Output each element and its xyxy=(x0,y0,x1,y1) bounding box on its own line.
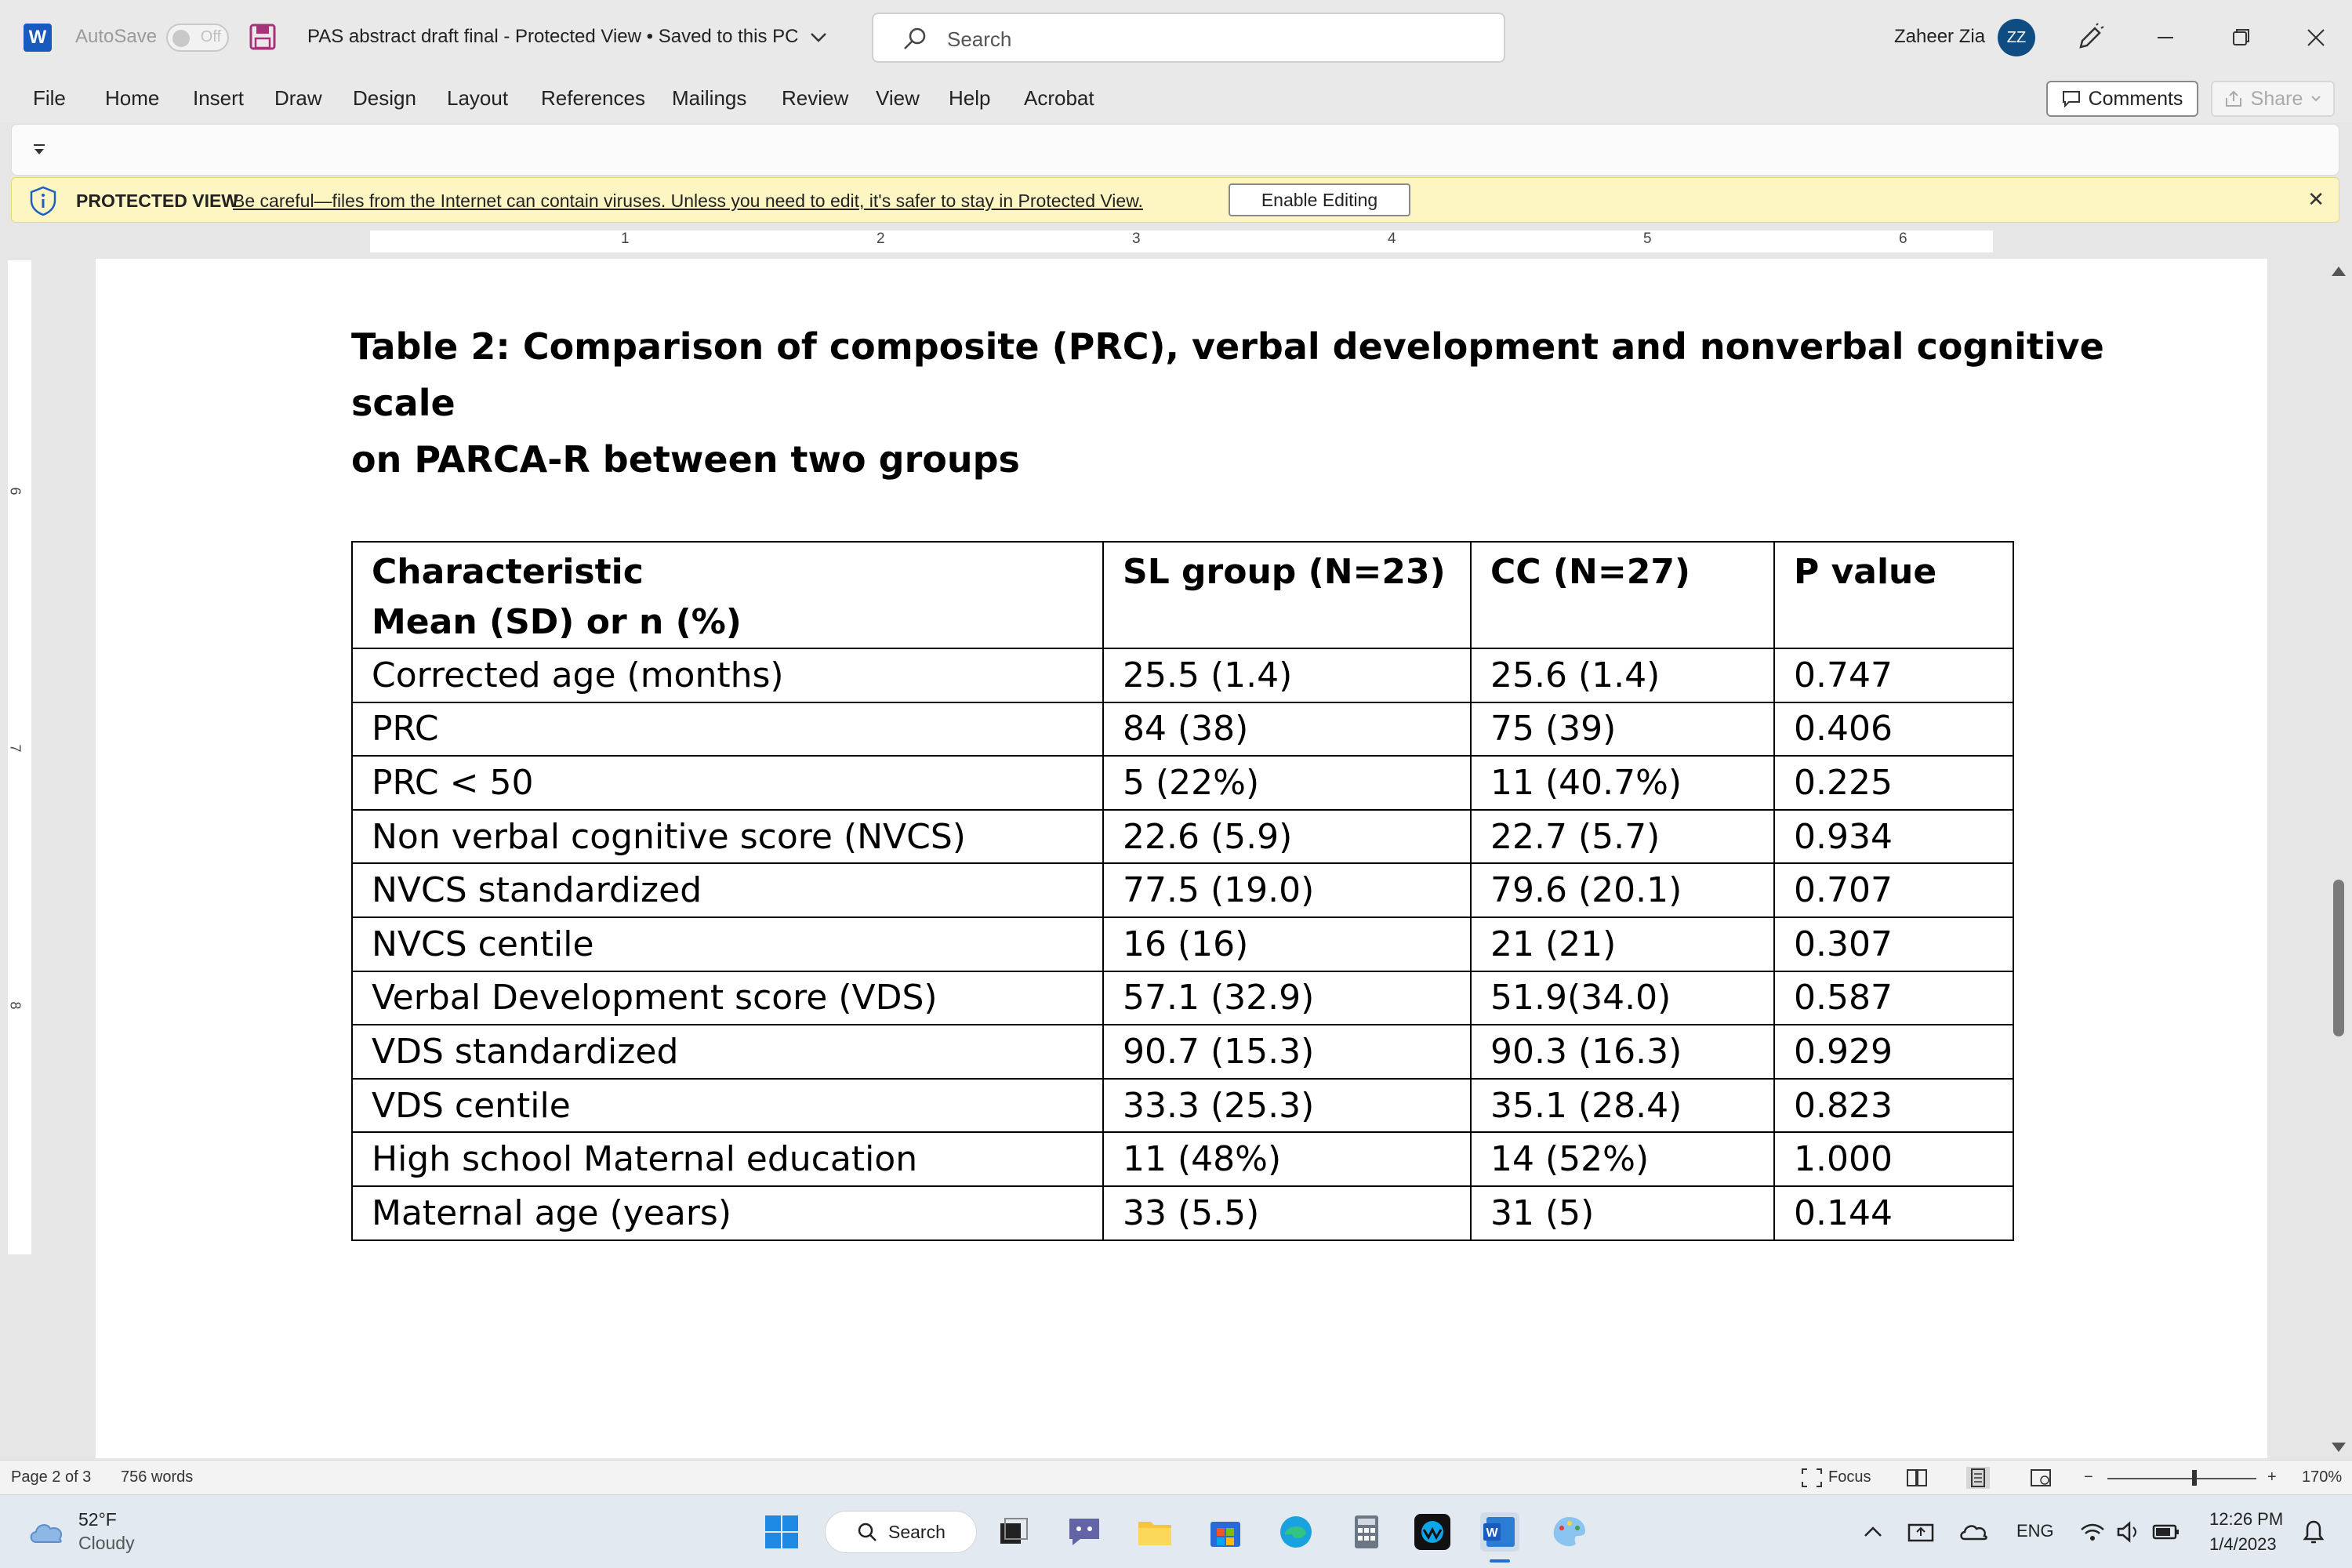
caption-line: on PARCA-R between two groups xyxy=(351,438,1020,481)
chevron-down-icon xyxy=(2310,95,2321,103)
ruler-number: 6 xyxy=(7,487,24,495)
ruler-number: 5 xyxy=(1643,230,1652,247)
table-row xyxy=(352,1025,2013,1079)
protected-view-bar xyxy=(11,177,2339,223)
microsoft-store-icon[interactable] xyxy=(1206,1512,1245,1552)
ruler-number: 8 xyxy=(7,1001,24,1010)
cell-characteristic: PRC xyxy=(352,702,1103,757)
table-row xyxy=(352,756,2013,810)
word-count[interactable]: 756 words xyxy=(121,1468,194,1486)
header-cc-group: CC (N=27) xyxy=(1471,542,1774,648)
chevron-down-icon xyxy=(810,32,827,43)
document-title[interactable] xyxy=(307,26,827,48)
teams-chat-icon[interactable] xyxy=(1065,1512,1104,1552)
cell-characteristic: Non verbal cognitive score (NVCS) xyxy=(352,810,1103,864)
comments-button[interactable] xyxy=(2046,81,2198,117)
clock-time[interactable]: 12:26 PM xyxy=(2209,1509,2284,1529)
cell-p-value: 0.707 xyxy=(1774,863,2013,917)
focus-icon[interactable] xyxy=(1800,1467,1824,1489)
cell-p-value: 0.225 xyxy=(1774,756,2013,810)
ruler-writing-area xyxy=(370,230,1993,252)
designer-pen-icon[interactable] xyxy=(2074,22,2106,53)
battery-icon[interactable] xyxy=(2151,1512,2181,1552)
table-header-row xyxy=(352,542,2013,648)
paint-icon[interactable] xyxy=(1549,1512,1588,1552)
cell-p-value: 0.406 xyxy=(1774,702,2013,757)
autosave-state: Off xyxy=(200,28,221,45)
search-placeholder: Search xyxy=(947,27,1012,51)
taskbar-search-label: Search xyxy=(888,1521,946,1542)
results-table xyxy=(351,541,2014,1241)
ruler-number: 3 xyxy=(1132,230,1141,247)
cell-sl-group: 25.5 (1.4) xyxy=(1103,648,1471,702)
table-row xyxy=(352,917,2013,971)
webex-icon[interactable] xyxy=(1413,1512,1452,1552)
cell-cc-group: 31 (5) xyxy=(1471,1186,1774,1240)
weather-temperature[interactable]: 52°F xyxy=(78,1509,117,1530)
ribbon-collapsed xyxy=(11,124,2339,176)
tab-home[interactable]: Home xyxy=(105,86,160,110)
header-p-value: P value xyxy=(1774,542,2013,648)
zoom-slider[interactable] xyxy=(2107,1478,2256,1479)
header-sl-group: SL group (N=23) xyxy=(1103,542,1471,648)
page-indicator[interactable]: Page 2 of 3 xyxy=(11,1468,92,1486)
minimize-icon[interactable] xyxy=(2150,22,2181,53)
chevron-up-icon[interactable] xyxy=(1861,1512,1885,1552)
word-taskbar-icon[interactable] xyxy=(1480,1512,1519,1552)
cell-cc-group: 11 (40.7%) xyxy=(1471,756,1774,810)
onedrive-icon[interactable] xyxy=(1958,1512,1990,1552)
cell-cc-group: 35.1 (28.4) xyxy=(1471,1079,1774,1133)
vertical-scrollbar[interactable] xyxy=(2324,260,2352,1458)
header-characteristic xyxy=(352,542,1103,648)
language-indicator[interactable]: ENG xyxy=(2016,1521,2054,1541)
cell-characteristic: Corrected age (months) xyxy=(352,648,1103,702)
tab-view[interactable]: View xyxy=(876,86,920,110)
share-label: Share xyxy=(2250,87,2303,110)
header-line: Characteristic xyxy=(372,552,644,592)
autosave-label: AutoSave xyxy=(75,26,158,47)
cell-cc-group: 79.6 (20.1) xyxy=(1471,863,1774,917)
quick-access-customize-icon[interactable] xyxy=(31,142,48,159)
tab-insert[interactable]: Insert xyxy=(193,86,245,110)
share-icon xyxy=(2224,90,2243,107)
cell-p-value: 0.823 xyxy=(1774,1079,2013,1133)
cell-characteristic: High school Maternal education xyxy=(352,1132,1103,1186)
cell-sl-group: 22.6 (5.9) xyxy=(1103,810,1471,864)
ruler-number: 7 xyxy=(7,744,24,753)
scroll-thumb[interactable] xyxy=(2333,880,2344,1036)
table-row xyxy=(352,1079,2013,1133)
table-row xyxy=(352,648,2013,702)
ruler-number: 2 xyxy=(877,230,885,247)
web-layout-icon[interactable] xyxy=(2029,1467,2053,1489)
tab-mailings[interactable]: Mailings xyxy=(672,86,747,110)
zoom-level[interactable]: 170% xyxy=(2302,1468,2343,1486)
notification-icon[interactable] xyxy=(2300,1512,2327,1552)
close-icon[interactable] xyxy=(2300,22,2332,53)
cell-p-value: 0.929 xyxy=(1774,1025,2013,1079)
enable-editing-button[interactable]: Enable Editing xyxy=(1229,183,1410,216)
header-line: Mean (SD) or n (%) xyxy=(372,602,742,642)
cell-cc-group: 14 (52%) xyxy=(1471,1132,1774,1186)
search-icon xyxy=(902,25,930,53)
cell-cc-group: 51.9(34.0) xyxy=(1471,971,1774,1025)
share-button[interactable] xyxy=(2211,81,2335,117)
cell-sl-group: 57.1 (32.9) xyxy=(1103,971,1471,1025)
search-input[interactable] xyxy=(872,13,1505,63)
close-bar-icon[interactable]: ✕ xyxy=(2307,187,2325,211)
cell-sl-group: 11 (48%) xyxy=(1103,1132,1471,1186)
search-icon xyxy=(857,1522,877,1542)
print-layout-icon[interactable] xyxy=(1966,1467,1990,1489)
vertical-ruler[interactable] xyxy=(8,260,31,1254)
cell-characteristic: NVCS standardized xyxy=(352,863,1103,917)
table-row xyxy=(352,702,2013,757)
zoom-in-button[interactable]: + xyxy=(2267,1468,2277,1486)
wifi-icon[interactable] xyxy=(2079,1512,2106,1552)
weather-description[interactable]: Cloudy xyxy=(78,1533,135,1553)
focus-label[interactable]: Focus xyxy=(1828,1468,1871,1486)
cell-characteristic: Verbal Development score (VDS) xyxy=(352,971,1103,1025)
tab-draw[interactable]: Draw xyxy=(274,86,322,110)
cell-sl-group: 33.3 (25.3) xyxy=(1103,1079,1471,1133)
scroll-up-icon[interactable] xyxy=(2332,267,2346,276)
zoom-out-button[interactable]: − xyxy=(2084,1468,2093,1486)
table-row xyxy=(352,810,2013,864)
cell-sl-group: 90.7 (15.3) xyxy=(1103,1025,1471,1079)
cell-p-value: 1.000 xyxy=(1774,1132,2013,1186)
cell-cc-group: 22.7 (5.7) xyxy=(1471,810,1774,864)
autosave-toggle[interactable] xyxy=(166,24,229,52)
meet-now-icon[interactable] xyxy=(1907,1512,1935,1552)
cell-cc-group: 90.3 (16.3) xyxy=(1471,1025,1774,1079)
shield-info-icon xyxy=(27,185,59,216)
table-row xyxy=(352,1186,2013,1240)
read-mode-icon[interactable] xyxy=(1905,1467,1929,1489)
cell-sl-group: 5 (22%) xyxy=(1103,756,1471,810)
ruler-number: 1 xyxy=(621,230,630,247)
file-explorer-icon[interactable] xyxy=(1135,1512,1174,1552)
cell-characteristic: VDS standardized xyxy=(352,1025,1103,1079)
active-app-indicator xyxy=(1490,1559,1510,1563)
volume-icon[interactable] xyxy=(2115,1512,2142,1552)
cell-sl-group: 84 (38) xyxy=(1103,702,1471,757)
zoom-slider-thumb[interactable] xyxy=(2192,1470,2197,1486)
cell-p-value: 0.144 xyxy=(1774,1186,2013,1240)
windows-start-icon[interactable] xyxy=(762,1512,801,1552)
protected-view-label: PROTECTED VIEW xyxy=(76,191,239,211)
table-row xyxy=(352,1132,2013,1186)
cell-characteristic: PRC < 50 xyxy=(352,756,1103,810)
user-name[interactable]: Zaheer Zia xyxy=(1894,26,1986,47)
avatar[interactable]: ZZ xyxy=(1998,19,2035,56)
title-bar xyxy=(0,0,2352,75)
task-view-icon[interactable] xyxy=(994,1512,1033,1552)
cell-sl-group: 33 (5.5) xyxy=(1103,1186,1471,1240)
status-bar xyxy=(0,1460,2352,1494)
ruler-number: 6 xyxy=(1899,230,1907,247)
horizontal-ruler[interactable] xyxy=(0,227,2352,256)
word-icon[interactable]: W xyxy=(24,24,52,52)
cell-cc-group: 75 (39) xyxy=(1471,702,1774,757)
protected-view-message[interactable]: Be careful—files from the Internet can contain viruses. Unless you need to edit, it's safer to stay in Protected View. xyxy=(233,191,1143,211)
calculator-icon[interactable] xyxy=(1347,1512,1386,1552)
cell-sl-group: 16 (16) xyxy=(1103,917,1471,971)
tab-design[interactable]: Design xyxy=(353,86,416,110)
restore-icon[interactable] xyxy=(2225,22,2256,53)
save-icon[interactable] xyxy=(249,24,276,50)
comment-icon xyxy=(2062,90,2081,107)
tab-references[interactable]: References xyxy=(541,86,645,110)
taskbar xyxy=(0,1494,2352,1568)
tab-review[interactable]: Review xyxy=(782,86,849,110)
cell-characteristic: NVCS centile xyxy=(352,917,1103,971)
toggle-knob xyxy=(172,30,190,47)
table-row xyxy=(352,863,2013,917)
scroll-down-icon[interactable] xyxy=(2332,1443,2346,1452)
cell-p-value: 0.934 xyxy=(1774,810,2013,864)
tab-acrobat[interactable]: Acrobat xyxy=(1024,86,1094,110)
table-caption xyxy=(351,318,2154,488)
cloud-icon[interactable] xyxy=(27,1515,69,1547)
caption-line: Table 2: Comparison of composite (PRC), verbal development and nonverbal cognitive scale xyxy=(351,325,2104,424)
doc-title-text: PAS abstract draft final - Protected View • Saved to this PC xyxy=(307,26,799,47)
svg-text:W: W xyxy=(1486,1526,1498,1540)
clock-date[interactable]: 1/4/2023 xyxy=(2209,1534,2277,1554)
cell-p-value: 0.587 xyxy=(1774,971,2013,1025)
cell-p-value: 0.307 xyxy=(1774,917,2013,971)
tab-layout[interactable]: Layout xyxy=(447,86,509,110)
cell-p-value: 0.747 xyxy=(1774,648,2013,702)
cell-cc-group: 21 (21) xyxy=(1471,917,1774,971)
document-page[interactable] xyxy=(96,259,2267,1458)
edge-browser-icon[interactable] xyxy=(1276,1512,1316,1552)
cell-characteristic: Maternal age (years) xyxy=(352,1186,1103,1240)
cell-cc-group: 25.6 (1.4) xyxy=(1471,648,1774,702)
document-canvas xyxy=(34,259,2324,1458)
tab-file[interactable]: File xyxy=(33,86,66,110)
table-row xyxy=(352,971,2013,1025)
taskbar-search[interactable] xyxy=(825,1511,977,1553)
ruler-number: 4 xyxy=(1388,230,1396,247)
cell-sl-group: 77.5 (19.0) xyxy=(1103,863,1471,917)
ribbon-tabs xyxy=(0,75,2352,122)
cell-characteristic: VDS centile xyxy=(352,1079,1103,1133)
tab-help[interactable]: Help xyxy=(949,86,991,110)
comments-label: Comments xyxy=(2088,87,2183,110)
